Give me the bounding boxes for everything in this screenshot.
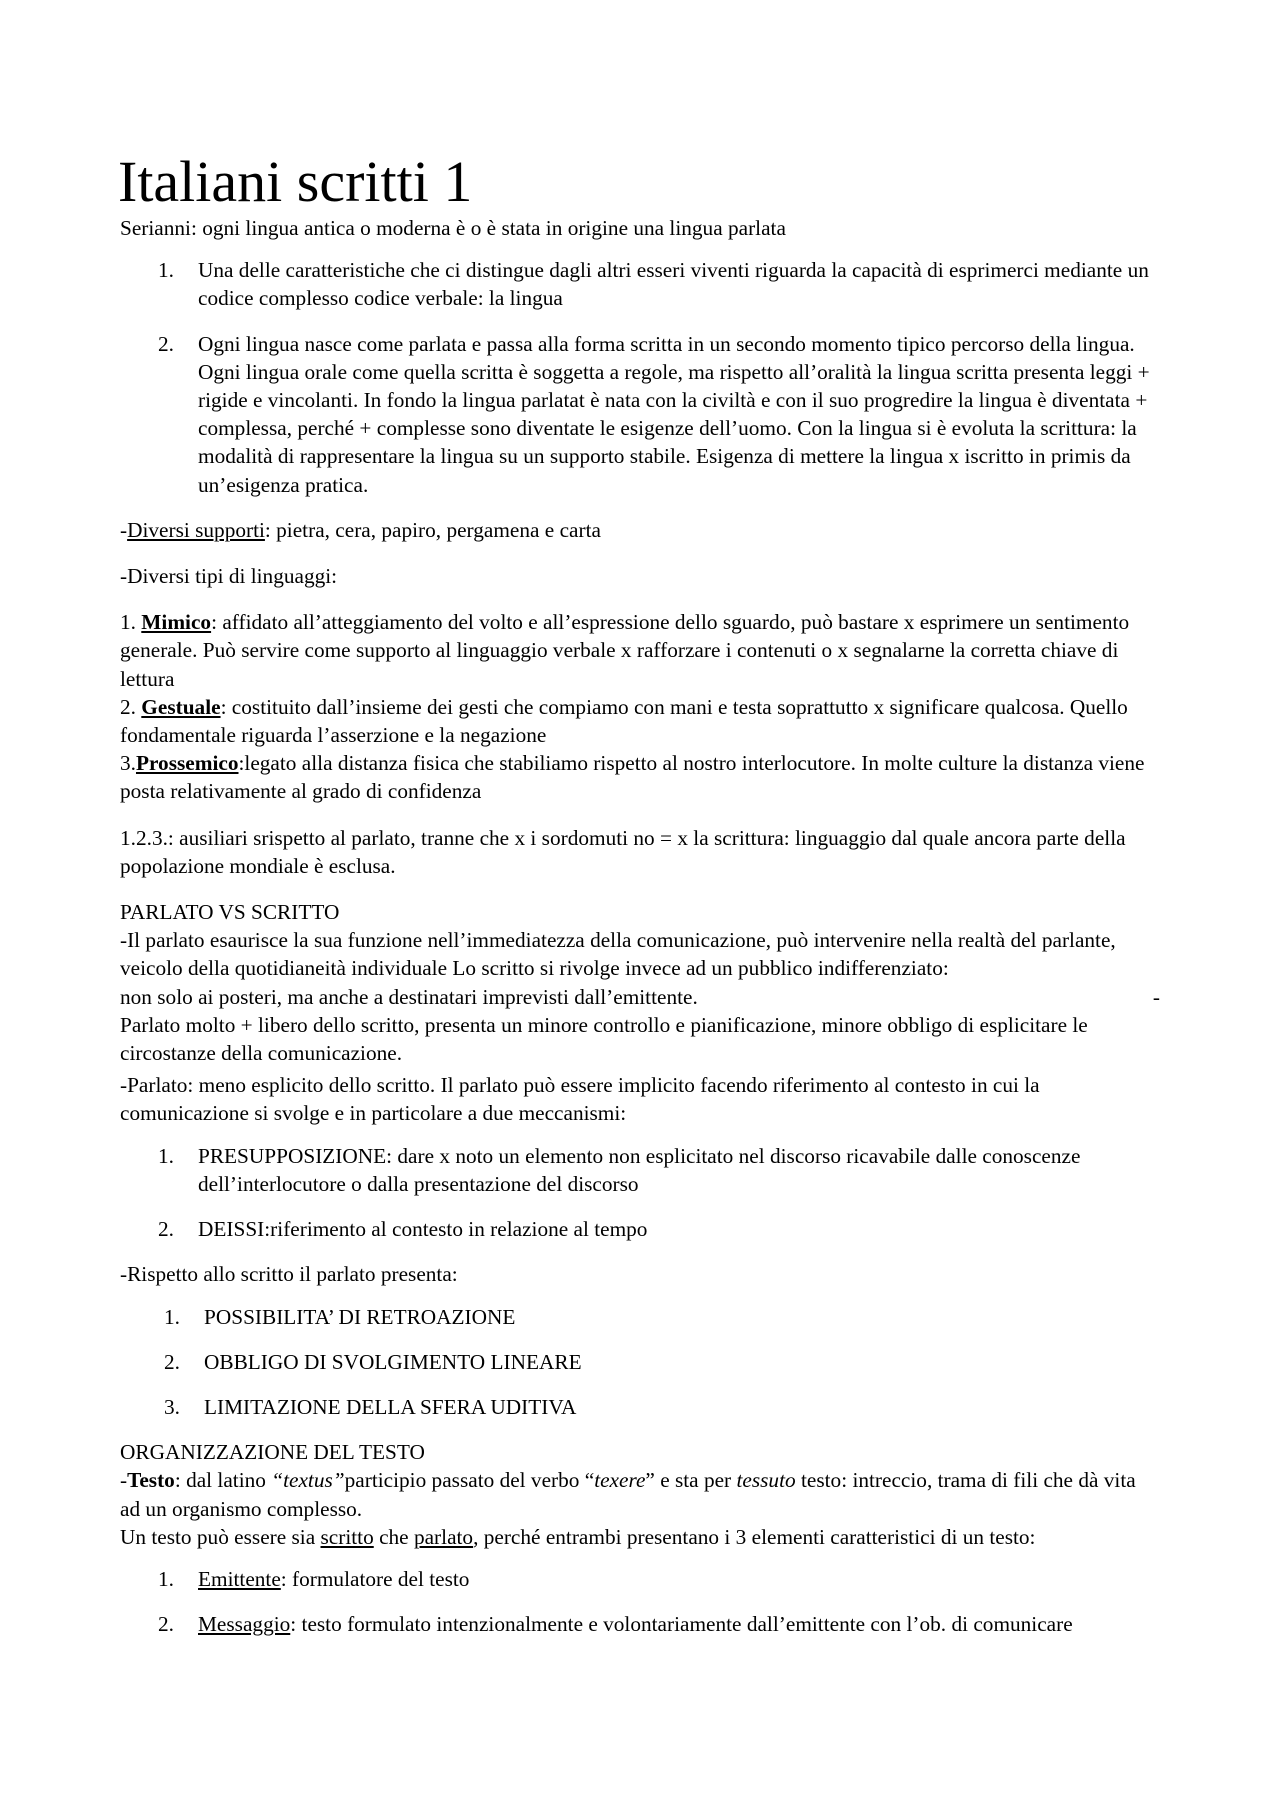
document-page bbox=[120, 150, 1160, 1655]
list-text: PRESUPPOSIZIONE: dare x noto un elemento non esplicitato nel discorso ricavabile dalle conoscenze dell’interlocutore o dalla presentazione del discorso bbox=[198, 1143, 1081, 1196]
parlato-paragraph-1: -Il parlato esaurisce la sua funzione nell’immediatezza della comunicazione, può intervenire nella realtà del parlante, veicolo della quotidianeità individuale Lo scritto si rivolge invece ad un pubblico indifferenziato: bbox=[120, 928, 1116, 981]
list-number: 2. bbox=[158, 1217, 174, 1242]
linguaggio-prossemico: 3.Prossemico:legato alla distanza fisica che stabiliamo rispetto al nostro interlocutore. In molte culture la distanza viene posta relativamente al grado di confidenza bbox=[120, 751, 1145, 804]
parlato-paragraph-1-end: non solo ai posteri, ma anche a destinatari imprevisti dall’emittente. - bbox=[120, 984, 1160, 1009]
linguaggio-mimico: 1. Mimico: affidato all’atteggiamento del volto e all’espressione dello sguardo, può bastare x esprimere un sentimento generale. Può servire come supporto al linguaggio verbale x rafforzare i contenuti o x segnalarne la corretta chiave di lettura bbox=[120, 610, 1130, 691]
parlato-heading: PARLATO VS SCRITTO bbox=[120, 900, 340, 925]
intro-paragraph: Serianni: ogni lingua antica o moderna è o è stata in origine una lingua parlata bbox=[120, 216, 786, 240]
list-item bbox=[120, 1393, 1160, 1421]
org-heading: ORGANIZZAZIONE DEL TESTO bbox=[120, 1440, 425, 1465]
list-number: 2. bbox=[158, 331, 174, 356]
list-text: POSSIBILITA’ DI RETROAZIONE bbox=[204, 1304, 516, 1329]
list-item: 1. Emittente: formulatore del testo bbox=[120, 1565, 1160, 1593]
parlato-paragraph-3: -Parlato: meno esplicito dello scritto. Il parlato può essere implicito facendo riferimento al contesto in cui la comunicazione si svolge e in particolare a due meccanismi: bbox=[120, 1073, 1040, 1126]
meccanismi-list bbox=[120, 1142, 1160, 1244]
list-text: LIMITAZIONE DELLA SFERA UDITIVA bbox=[204, 1394, 577, 1419]
list-item: 2. Messaggio: testo formulato intenzionalmente e volontariamente dall’emittente con l’ob. di comunicare bbox=[120, 1610, 1160, 1638]
caratteristiche-list bbox=[120, 1303, 1160, 1422]
list-number: 1. bbox=[164, 1304, 180, 1329]
linguaggi-block bbox=[120, 608, 1160, 805]
elemento-label: Emittente bbox=[198, 1566, 281, 1591]
supporti-paragraph: -Diversi supporti: pietra, cera, papiro, pergamena e carta bbox=[120, 517, 601, 542]
list-number: 1. bbox=[158, 1143, 174, 1168]
list-text: OBBLIGO DI SVOLGIMENTO LINEARE bbox=[204, 1349, 582, 1374]
ausiliari-paragraph: 1.2.3.: ausiliari srispetto al parlato, tranne che x i sordomuti no = x la scrittura: linguaggio dal quale ancora parte della popolazione mondiale è esclusa. bbox=[120, 825, 1126, 878]
origin-list bbox=[120, 256, 1160, 499]
list-text: DEISSI:riferimento al contesto in relazione al tempo bbox=[198, 1217, 648, 1242]
list-number: 2. bbox=[164, 1349, 180, 1374]
rispetto-paragraph: -Rispetto allo scritto il parlato presenta: bbox=[120, 1262, 458, 1287]
parlato-paragraph-2: Parlato molto + libero dello scritto, presenta un minore controllo e pianificazione, minore obbligo di esplicitare le circostanze della comunicazione. bbox=[120, 1012, 1088, 1066]
list-number: 1. bbox=[158, 258, 174, 283]
list-item bbox=[120, 256, 1160, 312]
linguaggio-gestuale: 2. Gestuale: costituito dall’insieme dei gesti che compiamo con mani e testa soprattutto x significare qualcosa. Quello fondamentale riguarda l’asserzione e la negazione bbox=[120, 694, 1128, 748]
list-item bbox=[120, 1348, 1160, 1376]
list-text: Ogni lingua nasce come parlata e passa alla forma scritta in un secondo momento tipico percorso della lingua. Ogni lingua orale come quella scritta è soggetta a regole, ma rispetto all’oralità la lingua scritta presenta leggi + rigide e vincolanti. In fondo la lingua parlatat è nata con la civiltà e con il suo progredire la lingua è diventata + complessa, perché + complesse sono diventate le esigenze dell’uomo. Con la lingua si è evoluta la scrittura: la modalità di rappresentare la lingua su un supporto stabile. Esigenza di mettere la lingua x iscritto in primis da un’esigenza pratica. bbox=[198, 331, 1150, 497]
list-item bbox=[120, 1303, 1160, 1331]
elementi-list bbox=[120, 1565, 1160, 1638]
parlato-section bbox=[120, 898, 1160, 1128]
tipi-paragraph: -Diversi tipi di linguaggi: bbox=[120, 564, 338, 589]
testo-paragraph-2: Un testo può essere sia scritto che parlato, perché entrambi presentano i 3 elementi caratteristici di un testo: bbox=[120, 1524, 1036, 1549]
supporti-label: Diversi supporti bbox=[127, 517, 265, 542]
list-number: 3. bbox=[164, 1394, 180, 1419]
list-number: 2. bbox=[158, 1612, 174, 1637]
testo-paragraph: -Testo: dal latino “textus”participio passato del verbo “texere” e sta per tessuto testo: intreccio, trama di fili che dà vita ad un organismo complesso. bbox=[120, 1468, 1136, 1521]
list-item bbox=[120, 1215, 1160, 1243]
organizzazione-section bbox=[120, 1438, 1160, 1551]
list-text: Una delle caratteristiche che ci distingue dagli altri esseri viventi riguarda la capacità di esprimerci mediante un codice complesso codice verbale: la lingua bbox=[198, 258, 1149, 311]
elemento-label: Messaggio bbox=[198, 1612, 291, 1637]
page-title: Italiani scritti 1 bbox=[118, 149, 473, 214]
list-item bbox=[120, 1142, 1160, 1198]
list-item bbox=[120, 330, 1160, 499]
list-number: 1. bbox=[158, 1566, 174, 1591]
